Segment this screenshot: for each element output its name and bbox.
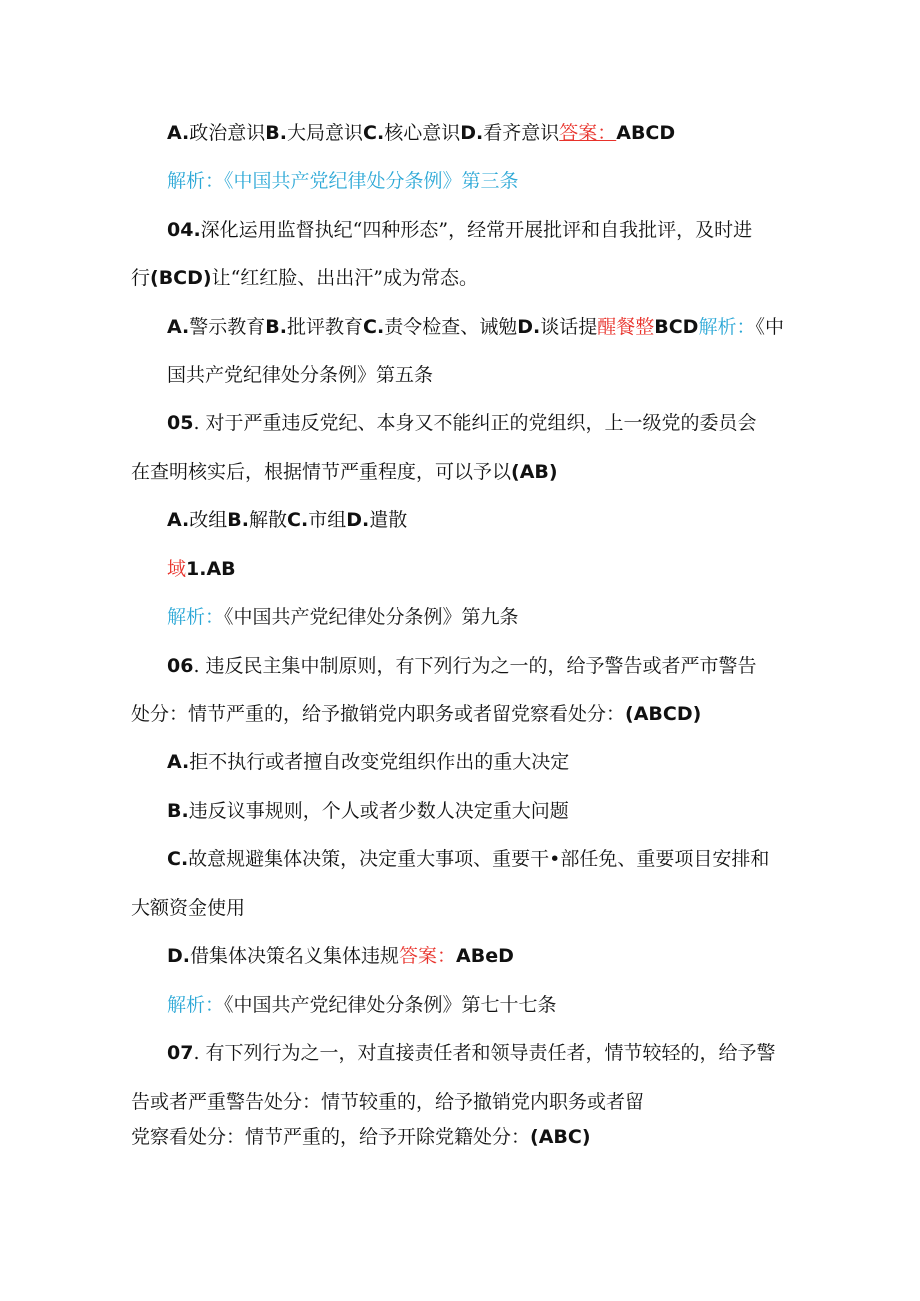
text-segment: D. [167,945,190,967]
text-segment: C. [363,122,385,144]
text-segment: 《中国共产党纪律处分条例》第九条 [224,606,519,628]
q06-analysis-line [167,992,557,1018]
text-segment: 05 [167,412,194,434]
text-segment: 域 [167,558,187,580]
text-segment: 解析： [167,170,225,192]
q03-options-line [167,120,675,146]
text-segment: 党察看处分：情节严重的，给予开除党籍处分： [131,1126,531,1148]
text-segment: 解散 [249,509,288,531]
text-segment: 06 [167,655,194,677]
text-segment: (BCD) [150,267,212,289]
text-segment: . 有下列行为之一，对直接责任者和领导责任者，情节较轻的，给予警 [193,1042,776,1064]
q06-option-c-line-2 [131,895,245,921]
text-segment: D. [346,509,370,531]
text-segment: A. [167,751,190,773]
text-segment: C. [167,848,189,870]
text-segment: 在查明核实后，根据情节严重程度，可以予以 [131,461,512,483]
q04-options-line [167,314,784,340]
text-segment: 解析： [698,316,756,338]
text-segment: 告或者严重警告处分：情节较重的，给予撤销党内职务或者留 [131,1091,645,1113]
text-segment: 《中 [755,316,784,338]
text-segment: A. [167,316,190,338]
text-segment: 04. [167,219,201,241]
text-segment: 答案： [559,122,617,144]
text-segment: B. [265,122,287,144]
q04-question-line-1 [167,217,752,243]
q06-option-b [167,798,569,824]
text-segment: A. [167,122,190,144]
text-segment: B. [167,800,189,822]
text-segment: D. [460,122,484,144]
q06-question-line-1 [167,653,757,679]
text-segment: . 对于严重违反党纪、本身又不能纠正的党组织，上一级党的委员会 [193,412,757,434]
text-segment: 核心意识 [384,122,461,144]
text-segment: ABCD [616,122,676,144]
text-segment: D. [517,316,541,338]
text-segment: 借集体决策名义集体违规 [190,945,400,967]
text-segment: 故意规避集体决策，决定重大事项、重要干•部任免、重要项目安排和 [188,848,770,870]
q04-analysis-line [167,362,433,388]
text-segment: A. [167,509,190,531]
text-segment: 市组 [308,509,347,531]
text-segment: (ABCD) [625,703,702,725]
q03-analysis-line [167,168,519,194]
text-segment: 大额资金使用 [131,897,246,919]
text-segment: C. [287,509,309,531]
text-segment: BCD [654,316,699,338]
text-segment: 批评教育 [287,316,364,338]
text-segment: B. [227,509,249,531]
text-segment: . 违反民主集中制原则，有下列行为之一的，给予警告或者严市警告 [193,655,757,677]
text-segment: 解析： [167,994,225,1016]
text-segment: 深化运用监督执纪“四种形态”，经常开展批评和自我批评，及时进 [200,219,753,241]
text-segment: 让“红红脸、出出汗”成为常态。 [211,267,479,289]
text-segment: 解析： [167,606,225,628]
q04-question-line-2 [131,265,478,291]
text-segment: 遣散 [369,509,408,531]
q05-question-line-2 [131,459,558,485]
text-segment: (AB) [511,461,558,483]
text-segment: C. [363,316,385,338]
text-segment: 责令检查、诫勉 [384,316,518,338]
q05-answer-line [167,556,236,582]
text-segment: ABeD [456,945,514,967]
text-segment: 答案： [399,945,457,967]
text-segment: 政治意识 [189,122,266,144]
q05-analysis-line [167,604,519,630]
q05-question-line-1 [167,410,757,436]
q06-question-line-2 [131,701,701,727]
text-segment: 1.AB [186,558,236,580]
text-segment: 改组 [189,509,228,531]
q06-option-d-answer [167,943,514,969]
text-segment: B. [265,316,287,338]
text-segment: 07 [167,1042,194,1064]
text-segment: 谈话提 [540,316,598,338]
q07-question-line-3 [131,1124,591,1150]
text-segment: 国共产党纪律处分条例》第五条 [167,364,434,386]
text-segment: 处分：情节严重的，给予撤销党内职务或者留党察看处分： [131,703,626,725]
text-segment: 违反议事规则，个人或者少数人决定重大问题 [188,800,569,822]
q06-option-c-line-1 [167,846,769,872]
q06-option-a [167,749,569,775]
text-segment: 警示教育 [189,316,266,338]
text-segment: 醒餐整 [597,316,655,338]
text-segment: 行 [131,267,151,289]
q07-question-line-2 [131,1089,644,1115]
text-segment: 大局意识 [287,122,364,144]
q07-question-line-1 [167,1040,776,1066]
text-segment: 拒不执行或者擅自改变党组织作出的重大决定 [189,751,570,773]
text-segment: 《中国共产党纪律处分条例》第三条 [224,170,519,192]
text-segment: 《中国共产党纪律处分条例》第七十七条 [224,994,557,1016]
text-segment: (ABC) [530,1126,591,1148]
text-segment: 看齐意识 [483,122,560,144]
q05-options-line [167,507,407,533]
